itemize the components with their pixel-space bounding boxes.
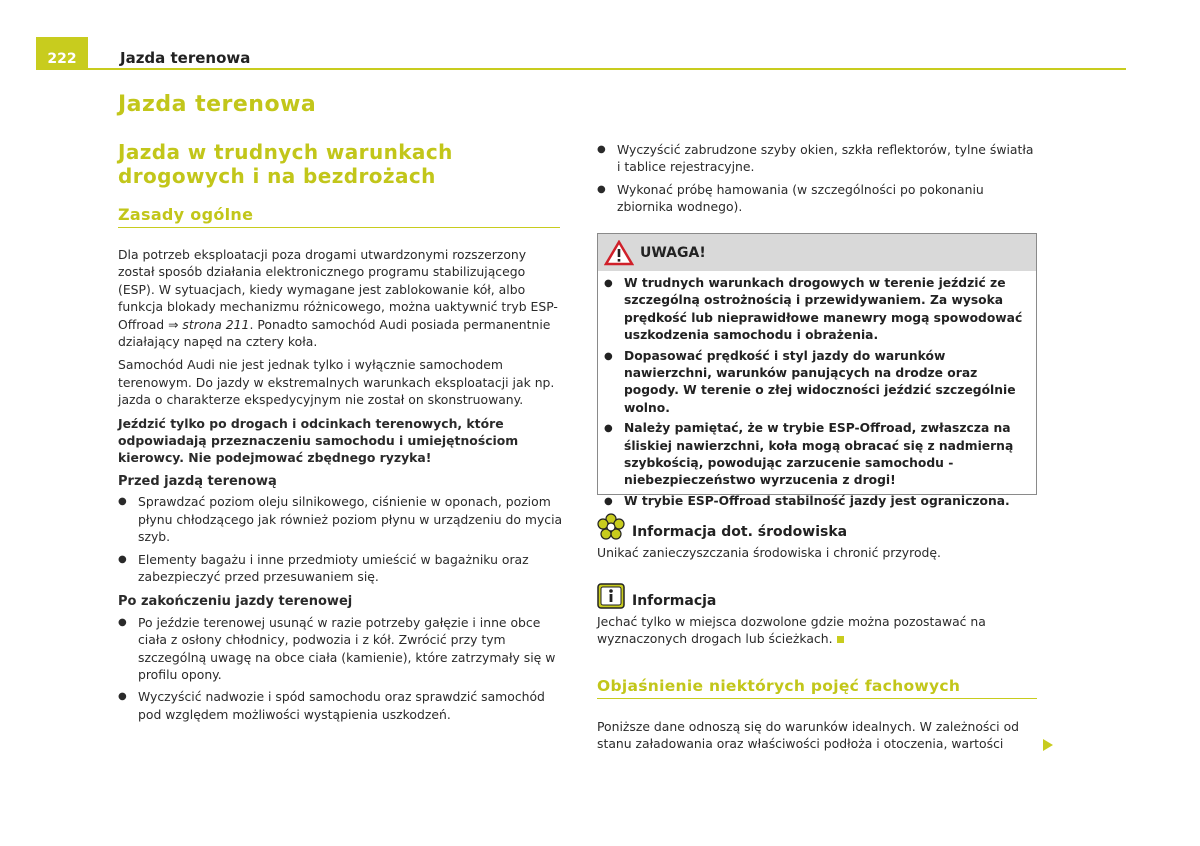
warning-triangle-icon [604, 240, 634, 266]
page-reference[interactable]: strona 211 [182, 316, 250, 332]
warning-item-text: Należy pamiętać, że w trybie ESP-Offroad, zwłaszcza na śliskiej nawierzchni, koła mogą obracać się z nadmierną szybkością, powodując zarzucenie samochodu - niebezpieczeństwo wyrzucenia z drogi! [624, 421, 1014, 488]
warning-box [597, 233, 1037, 508]
section-title: Jazda w trudnych warunkach drogowych i na bezdrożach [118, 140, 453, 188]
warning-header [598, 234, 1036, 271]
bullet-icon: ● [118, 553, 127, 565]
bullet-icon: ● [118, 616, 127, 628]
warning-body [598, 271, 1036, 517]
list-item-text: Elementy bagażu i inne przedmioty umieścić w bagażniku oraz zabezpieczyć przed przesuwaniem się. [138, 551, 529, 584]
list-item-text: Sprawdzać poziom oleju silnikowego, ciśnienie w oponach, poziom płynu chłodzącego jak również poziom płynu w urządzeniu do mycia szyb. [138, 494, 563, 545]
end-square-icon [837, 636, 844, 643]
terms-text: Poniższe dane odnoszą się do warunków idealnych. W zależności od stanu załadowania oraz właściwości podłoża i otoczenia, wartości [597, 719, 1020, 752]
paragraph-esp-end: . Ponadto samochód Audi posiada permanentnie działający napęd na cztery koła. [118, 316, 551, 350]
environment-title: Informacja dot. środowiska [632, 524, 848, 540]
bullet-icon: ● [597, 183, 606, 195]
subsection-title: Zasady ogólne [118, 205, 560, 228]
running-header: Jazda terenowa [120, 49, 251, 67]
list-item-text: Wyczyścić zabrudzone szyby okien, szkła reflektorów, tylne światła i tablice rejestracyjne. [617, 142, 1034, 175]
warning-title: UWAGA! [640, 244, 706, 261]
bullet-icon: ● [597, 144, 606, 155]
list-item [118, 493, 563, 545]
list-item [118, 614, 563, 684]
environment-text: Unikać zanieczyszczania środowiska i chronić przyrodę. [597, 545, 941, 560]
before-title: Przed jazdą terenową [118, 473, 277, 489]
paragraph-esp-text: Dla potrzeb eksploatacji poza drogami utwardzonymi rozszerzony został sposób działania elektronicznego programu stabilizującego (ESP). W sytuacjach, kiedy wymagane jest zablokowanie kół, albo funkcja blokady mechanizmu różnicowego, można uaktywnić tryb ESP-Offroad ⇒ [118, 247, 558, 332]
bullet-icon: ● [604, 350, 613, 362]
paragraph-esp [118, 246, 563, 350]
warning-item [604, 420, 1030, 490]
list-item-text: Wykonać próbę hamowania (w szczególności po pokonaniu zbiornika wodnego). [617, 181, 984, 215]
list-item [118, 688, 563, 723]
list-item [597, 181, 1037, 216]
info-title: Informacja [632, 593, 717, 609]
page-number: 222 [36, 37, 88, 70]
terms-title: Objaśnienie niektórych pojęć fachowych [597, 677, 1037, 699]
info-text-block [597, 613, 1037, 648]
bullet-icon: ● [604, 278, 613, 289]
paragraph-not-offroad: Samochód Audi nie jest jednak tylko i wyłącznie samochodem terenowym. Do jazdy w ekstremalnych warunkach eksploatacji jak np. jazda o charakterze ekspedycyjnym nie został on skonstruowany. [118, 357, 555, 408]
warning-item [604, 493, 1030, 510]
left-column [118, 246, 563, 728]
warning-item-text: W trybie ESP-Offroad stabilność jazdy jest ograniczona. [624, 493, 1010, 508]
bullet-icon: ● [118, 691, 127, 703]
list-item [597, 141, 1037, 176]
warning-item [604, 348, 1030, 418]
right-top-list [597, 141, 1037, 221]
chapter-title: Jazda terenowa [118, 92, 317, 117]
header-rule [36, 68, 1126, 70]
warning-item-text: Dopasować prędkość i styl jazdy do warunków nawierzchni, warunków panujących na drodze oraz pogody. W terenie o złej widoczności jeździć szczególnie wolno. [624, 348, 1016, 415]
bullet-icon: ● [118, 496, 127, 508]
flower-environment-icon [597, 513, 625, 541]
warning-item [604, 275, 1030, 345]
continue-arrow-icon [1042, 738, 1054, 752]
list-item [118, 551, 563, 586]
info-text: Jechać tylko w miejsca dozwolone gdzie można pozostawać na wyznaczonych drogach lub ścieżkach. [597, 614, 986, 647]
paragraph-bold-advice: Jeździć tylko po drogach i odcinkach terenowych, które odpowiadają przeznaczeniu samochodu i umiejętnościom kierowcy. Nie podejmować zbędnego ryzyka! [118, 415, 519, 466]
bullet-icon: ● [604, 423, 613, 435]
warning-item-text: W trudnych warunkach drogowych w terenie jeździć ze szczególną ostrożnością i przewidywaniem. Za wysoka prędkość lub nieprawidłowe manewry mogą spowodować uszkodzenia samochodu i obrażenia. [624, 276, 1023, 343]
bullet-icon: ● [604, 495, 613, 507]
info-icon [597, 583, 625, 609]
after-title: Po zakończeniu jazdy terenowej [118, 594, 353, 610]
list-item-text: Po jeździe terenowej usunąć w razie potrzeby gałęzie i inne obce ciała z osłony chłodnicy, podwozia i z kół. Zwrócić przy tym szczególną uwagę na obce ciała (kamienie), które zatrzymały się w profilu opony. [138, 614, 556, 682]
list-item-text: Wyczyścić nadwozie i spód samochodu oraz sprawdzić samochód pod względem możliwości wystąpienia uszkodzeń. [138, 689, 545, 722]
